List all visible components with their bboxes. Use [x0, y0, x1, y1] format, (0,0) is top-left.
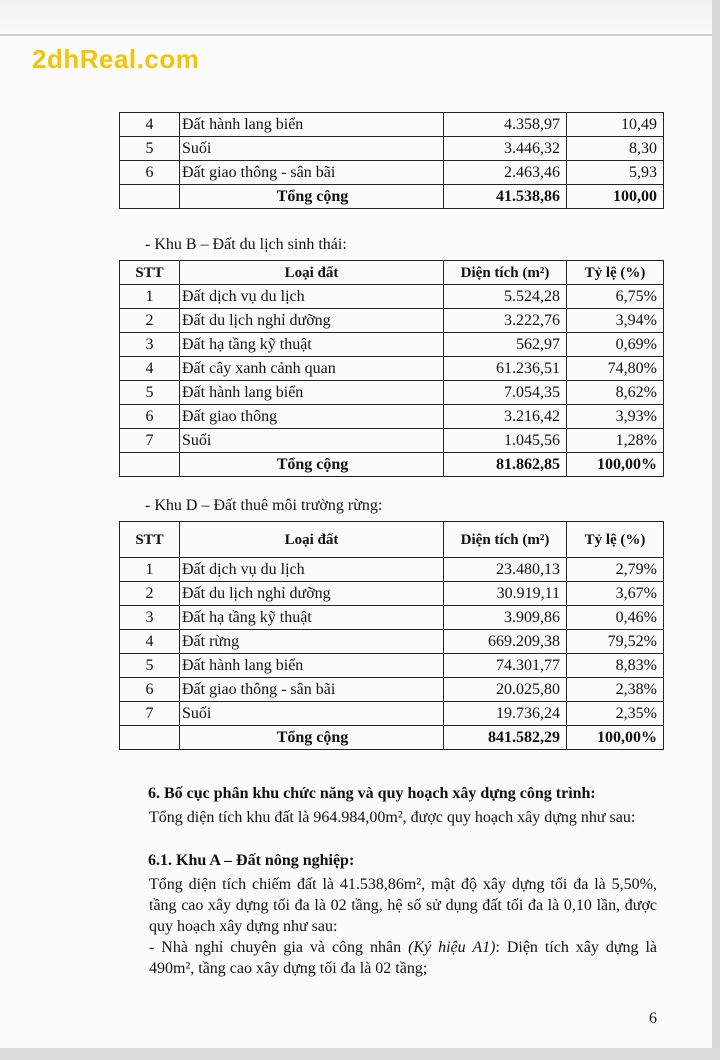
total-pct: 100,00	[567, 185, 664, 209]
cell-area: 30.919,11	[444, 582, 567, 606]
total-pct: 100,00%	[567, 726, 664, 750]
cell-pct: 1,28%	[567, 429, 664, 453]
section-6-1-heading: 6.1. Khu A – Đất nông nghiệp:	[148, 852, 355, 869]
header-type: Loại đất	[180, 522, 444, 558]
table-khu-a	[119, 112, 664, 209]
cell-type: Đất hành lang biển	[180, 654, 444, 678]
header-pct: Tỷ lệ (%)	[567, 261, 664, 285]
total-area: 81.862,85	[444, 453, 567, 477]
table-row	[120, 606, 664, 630]
header-pct: Tỷ lệ (%)	[567, 522, 664, 558]
cell-pct: 6,75%	[567, 285, 664, 309]
section-6-heading: 6. Bố cục phân khu chức năng và quy hoạch xây dựng công trình:	[148, 785, 596, 802]
header-area: Diện tích (m²)	[444, 522, 567, 558]
section-6-1-paragraph	[117, 874, 657, 979]
cell-stt: 6	[120, 405, 180, 429]
top-divider	[0, 34, 720, 36]
table-row	[120, 429, 664, 453]
cell-pct: 0,46%	[567, 606, 664, 630]
cell-pct: 2,38%	[567, 678, 664, 702]
header-stt: STT	[120, 522, 180, 558]
total-pct: 100,00%	[567, 453, 664, 477]
table-row	[120, 161, 664, 185]
cell-type: Đất giao thông	[180, 405, 444, 429]
table-row	[120, 137, 664, 161]
cell-stt: 7	[120, 702, 180, 726]
item-prefix: - Nhà nghỉ chuyên gia và công nhân	[149, 939, 409, 956]
table-row	[120, 630, 664, 654]
total-row	[120, 726, 664, 750]
cell-type: Đất dịch vụ du lịch	[180, 558, 444, 582]
cell-area: 2.463,46	[444, 161, 567, 185]
total-label: Tổng cộng	[180, 453, 444, 477]
cell-type: Đất dịch vụ du lịch	[180, 285, 444, 309]
cell-stt	[120, 185, 180, 209]
cell-stt: 3	[120, 606, 180, 630]
cell-area: 19.736,24	[444, 702, 567, 726]
cell-pct: 8,83%	[567, 654, 664, 678]
cell-stt: 5	[120, 381, 180, 405]
cell-type: Đất hành lang biển	[180, 381, 444, 405]
table-row	[120, 333, 664, 357]
cell-type: Đất hạ tầng kỹ thuật	[180, 333, 444, 357]
cell-type: Đất rừng	[180, 630, 444, 654]
cell-stt: 1	[120, 285, 180, 309]
page-edge	[712, 0, 720, 1060]
cell-type: Đất giao thông - sân bãi	[180, 678, 444, 702]
header-stt: STT	[120, 261, 180, 285]
header-type: Loại đất	[180, 261, 444, 285]
cell-stt: 1	[120, 558, 180, 582]
cell-pct: 79,52%	[567, 630, 664, 654]
cell-stt: 5	[120, 137, 180, 161]
table-khu-b	[119, 260, 664, 477]
cell-type: Suối	[180, 429, 444, 453]
table-row	[120, 285, 664, 309]
bottom-edge	[0, 1048, 720, 1060]
item-rest: : Diện tích xây dựng là 490m², tầng cao xây dựng tối đa là 02 tầng;	[149, 939, 658, 977]
cell-stt: 4	[120, 113, 180, 137]
cell-stt	[120, 726, 180, 750]
cell-pct: 2,79%	[567, 558, 664, 582]
table-row	[120, 357, 664, 381]
table-b-caption: - Khu B – Đất du lịch sinh thái:	[145, 236, 347, 253]
cell-pct: 2,35%	[567, 702, 664, 726]
total-label: Tổng cộng	[180, 726, 444, 750]
total-row	[120, 185, 664, 209]
table-khu-d	[119, 521, 664, 750]
cell-stt: 3	[120, 333, 180, 357]
section-6-text: Tổng diện tích khu đất là 964.984,00m², được quy hoạch xây dựng như sau:	[149, 809, 636, 826]
total-area: 41.538,86	[444, 185, 567, 209]
cell-pct: 5,93	[567, 161, 664, 185]
cell-area: 1.045,56	[444, 429, 567, 453]
cell-stt: 5	[120, 654, 180, 678]
cell-pct: 3,94%	[567, 309, 664, 333]
cell-type: Đất giao thông - sân bãi	[180, 161, 444, 185]
table-row	[120, 678, 664, 702]
cell-area: 20.025,80	[444, 678, 567, 702]
table-row	[120, 654, 664, 678]
cell-area: 5.524,28	[444, 285, 567, 309]
cell-type: Đất hạ tầng kỹ thuật	[180, 606, 444, 630]
cell-type: Suối	[180, 137, 444, 161]
cell-pct: 74,80%	[567, 357, 664, 381]
table-row	[120, 582, 664, 606]
cell-area: 3.222,76	[444, 309, 567, 333]
cell-type: Đất du lịch nghỉ dưỡng	[180, 309, 444, 333]
cell-area: 61.236,51	[444, 357, 567, 381]
cell-area: 4.358,97	[444, 113, 567, 137]
cell-area: 3.216,42	[444, 405, 567, 429]
cell-stt: 4	[120, 357, 180, 381]
section-6-1-item	[117, 937, 657, 979]
top-edge	[0, 0, 720, 36]
item-symbol: (Ký hiệu A1)	[408, 939, 496, 956]
cell-type: Suối	[180, 702, 444, 726]
cell-stt	[120, 453, 180, 477]
cell-area: 562,97	[444, 333, 567, 357]
cell-area: 7.054,35	[444, 381, 567, 405]
table-row	[120, 381, 664, 405]
header-area: Diện tích (m²)	[444, 261, 567, 285]
cell-pct: 3,93%	[567, 405, 664, 429]
cell-area: 3.909,86	[444, 606, 567, 630]
table-d-caption: - Khu D – Đất thuê môi trường rừng:	[145, 497, 383, 514]
table-row	[120, 702, 664, 726]
watermark-logo: 2dhReal.com	[32, 44, 200, 74]
section-6-paragraph	[117, 807, 657, 828]
cell-pct: 8,30	[567, 137, 664, 161]
table-row	[120, 113, 664, 137]
table-row	[120, 309, 664, 333]
cell-area: 74.301,77	[444, 654, 567, 678]
section-6-1-text: Tổng diện tích chiếm đất là 41.538,86m², mật độ xây dựng tối đa là 5,50%, tầng cao xây dựng tối đa là 02 tầng, hệ số sử dụng đất tối đa là 0,10 lần, được quy hoạch xây dựng như sau:	[149, 876, 657, 935]
cell-area: 3.446,32	[444, 137, 567, 161]
cell-pct: 0,69%	[567, 333, 664, 357]
cell-area: 23.480,13	[444, 558, 567, 582]
total-label: Tổng cộng	[180, 185, 444, 209]
cell-pct: 10,49	[567, 113, 664, 137]
cell-type: Đất hành lang biển	[180, 113, 444, 137]
cell-stt: 6	[120, 161, 180, 185]
cell-type: Đất du lịch nghỉ dưỡng	[180, 582, 444, 606]
cell-pct: 8,62%	[567, 381, 664, 405]
table-row	[120, 405, 664, 429]
cell-stt: 2	[120, 582, 180, 606]
cell-stt: 6	[120, 678, 180, 702]
table-row	[120, 558, 664, 582]
total-area: 841.582,29	[444, 726, 567, 750]
cell-stt: 7	[120, 429, 180, 453]
total-row	[120, 453, 664, 477]
cell-type: Đất cây xanh cảnh quan	[180, 357, 444, 381]
cell-stt: 4	[120, 630, 180, 654]
cell-stt: 2	[120, 309, 180, 333]
cell-pct: 3,67%	[567, 582, 664, 606]
page-number: 6	[649, 1010, 657, 1027]
cell-area: 669.209,38	[444, 630, 567, 654]
